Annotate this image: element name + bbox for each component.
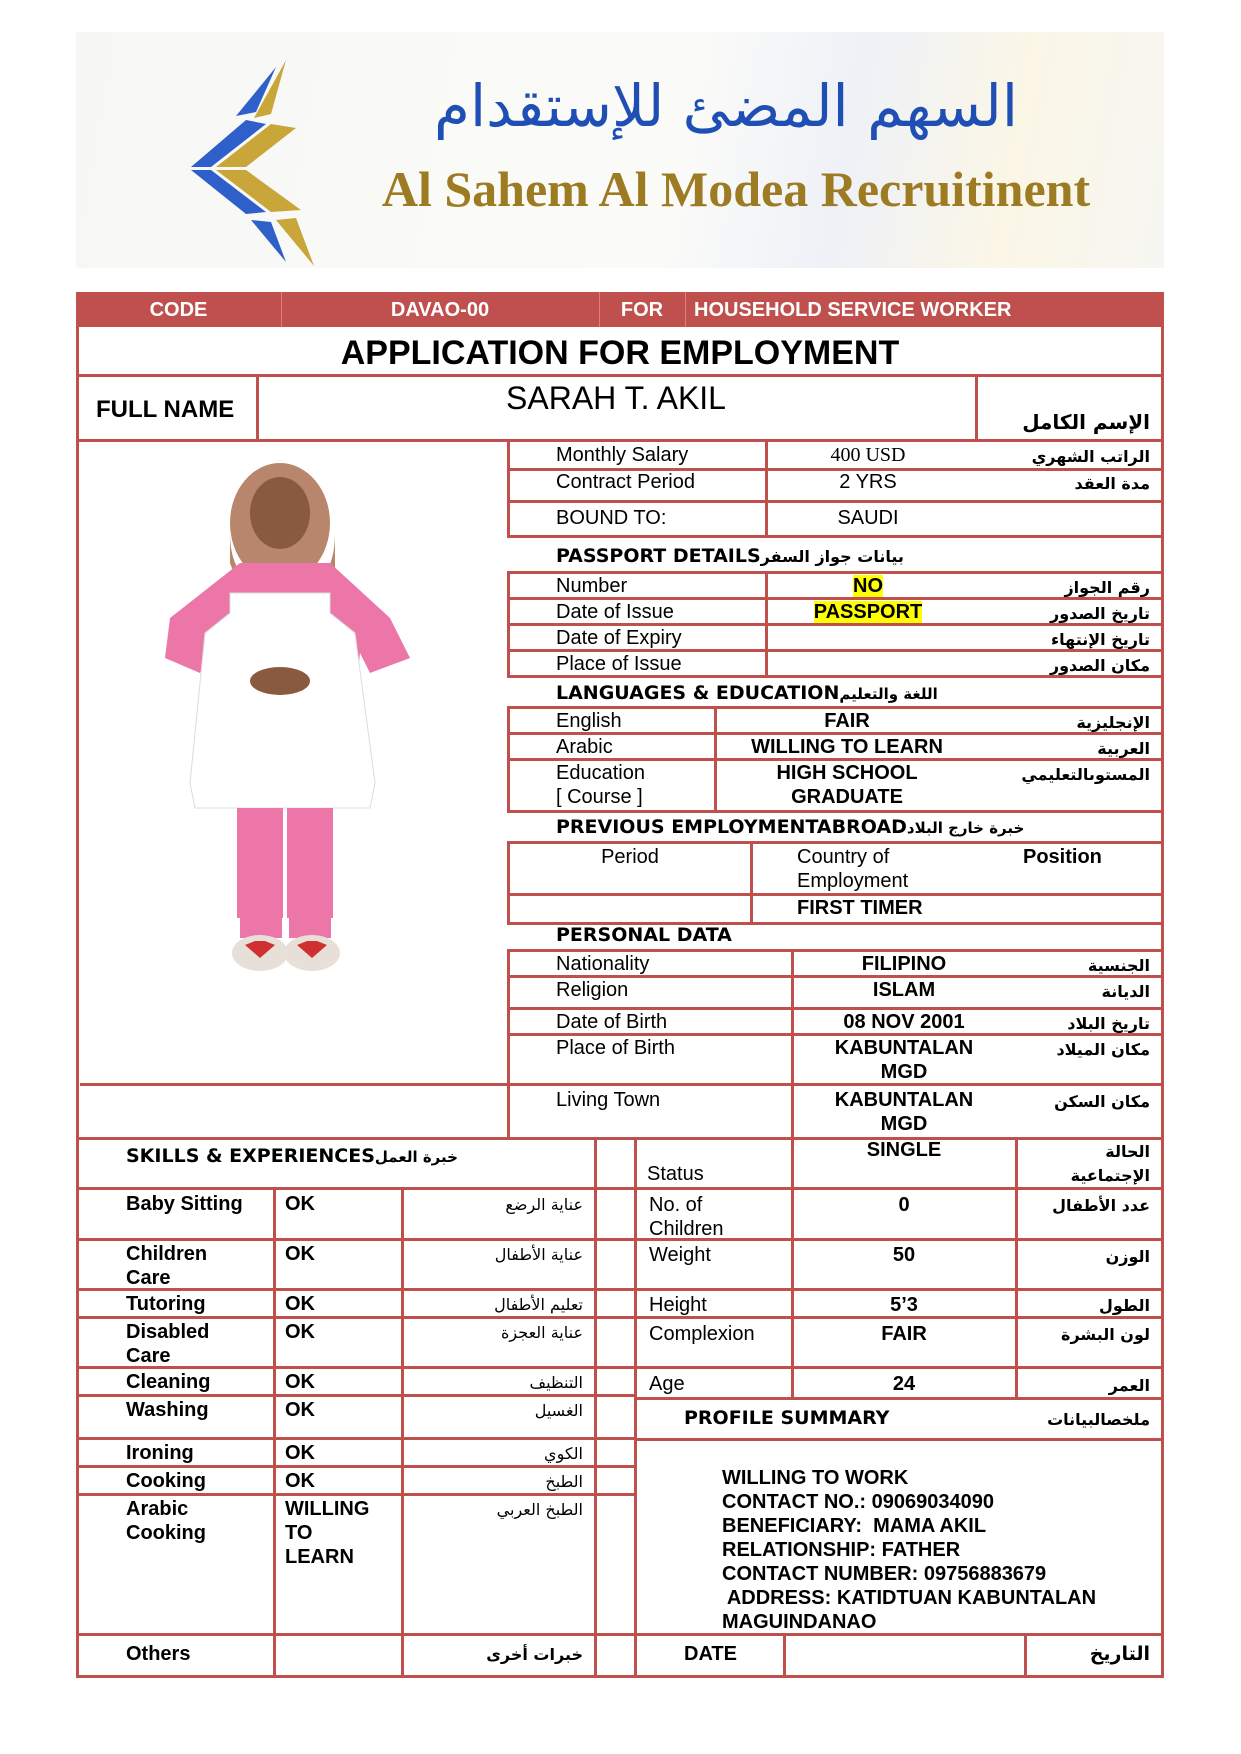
passport-heading-arabic: بيانات جواز السفر — [760, 547, 904, 566]
skill-label: Ironing — [126, 1442, 194, 1464]
profile-summary-heading-arabic: ملخصالبيانات — [1047, 1410, 1150, 1429]
status-value: SINGLE — [866, 1139, 942, 1161]
children-value: 0 — [898, 1194, 910, 1216]
profile-line: ADDRESS: KATIDTUAN KABUNTALAN — [722, 1587, 1097, 1609]
age-value: 24 — [892, 1373, 916, 1395]
skill-arabic-label: عناية العجزة — [501, 1323, 583, 1342]
passport-label: Place of Issue — [556, 653, 682, 675]
for-value: HOUSEHOLD SERVICE WORKER — [694, 299, 1012, 321]
skill-label: Cooking — [126, 1470, 206, 1492]
skill-label: Others — [126, 1643, 191, 1665]
skill-arabic-label: خبرات أخرى — [486, 1645, 583, 1664]
skill-value-line2: TO — [285, 1522, 313, 1544]
logo-banner — [76, 32, 1164, 268]
passport-arabic-label: رقم الجواز — [1064, 578, 1150, 597]
previous-employment-heading — [556, 815, 1024, 840]
personal-arabic-label: مكان الميلاد — [1056, 1040, 1150, 1059]
skill-label: Washing — [126, 1399, 209, 1421]
divider — [634, 1438, 1164, 1441]
for-label: FOR — [620, 299, 664, 321]
profile-line: MAGUINDANAO — [722, 1611, 877, 1633]
skill-value: OK — [285, 1321, 315, 1343]
contract-value: 2 YRS — [839, 471, 897, 493]
personal-label: Living Town — [556, 1089, 661, 1111]
language-arabic-label: العربية — [1097, 739, 1150, 758]
age-label: Age — [649, 1373, 685, 1395]
skill-arabic-label: التنظيف — [529, 1373, 583, 1392]
passport-number-value: NO — [853, 575, 883, 597]
skill-value: WILLING — [285, 1498, 370, 1520]
skill-value: OK — [285, 1193, 315, 1215]
country-column-header: Country of — [797, 846, 890, 868]
skill-arabic-label: الكوي — [544, 1444, 583, 1463]
skills-heading — [126, 1144, 458, 1169]
divider — [273, 1188, 276, 1678]
skill-label: Cleaning — [126, 1371, 211, 1393]
profile-line: CONTACT NO.: 09069034090 — [722, 1491, 994, 1513]
profile-line: RELATIONSHIP: FATHER — [722, 1539, 961, 1561]
divider — [401, 1188, 404, 1678]
profile-line: BENEFICIARY: MAMA AKIL — [722, 1515, 987, 1537]
passport-label: Number — [556, 575, 628, 597]
applicant-photo — [80, 443, 500, 1133]
languages-heading-text: LANGUAGES & EDUCATION — [556, 682, 840, 704]
skill-value: OK — [285, 1442, 315, 1464]
contract-value: 400 USD — [830, 444, 906, 466]
children-arabic-label: عدد الأطفال — [1052, 1196, 1150, 1215]
education-value-line2: GRADUATE — [791, 786, 903, 808]
personal-label: Nationality — [556, 953, 650, 975]
weight-arabic-label: الوزن — [1105, 1247, 1150, 1266]
passport-label: Date of Expiry — [556, 627, 682, 649]
skill-label-line2: Cooking — [126, 1522, 206, 1544]
skill-label: Baby Sitting — [126, 1193, 243, 1215]
skills-heading-arabic: خبرة العمل — [374, 1148, 458, 1166]
contract-arabic-label: الراتب الشهري — [1031, 447, 1150, 466]
logo-arabic-name: السهم المضئ للإستقدام — [434, 72, 1018, 140]
contract-arabic-label: مدة العقد — [1074, 474, 1150, 493]
skill-value: OK — [285, 1243, 315, 1265]
profile-summary-heading: PROFILE SUMMARY — [684, 1407, 890, 1429]
divider — [594, 1137, 597, 1678]
complexion-value: FAIR — [881, 1323, 927, 1345]
skills-heading-text: SKILLS & EXPERIENCES — [126, 1145, 375, 1167]
personal-value: ISLAM — [872, 979, 936, 1001]
children-label: No. of — [649, 1194, 703, 1216]
page-title: APPLICATION FOR EMPLOYMENT — [340, 334, 900, 372]
country-column-header-line2: Employment — [797, 870, 909, 892]
divider — [634, 1288, 1164, 1291]
personal-value: KABUNTALAN — [834, 1037, 974, 1059]
divider — [634, 1366, 1164, 1369]
full-name-value: SARAH T. AKIL — [506, 380, 726, 416]
divider — [507, 500, 1163, 503]
complexion-arabic-label: لون البشرة — [1061, 1325, 1150, 1344]
skill-arabic-label: الطبخ العربي — [496, 1500, 583, 1519]
skill-value: OK — [285, 1293, 315, 1315]
profile-line: CONTACT NUMBER: 09756883679 — [722, 1563, 1047, 1585]
skill-arabic-label: الغسيل — [534, 1401, 583, 1420]
divider — [791, 1137, 794, 1399]
skill-label: Children — [126, 1243, 208, 1265]
passport-value-wrap — [768, 600, 968, 624]
divider — [76, 1238, 636, 1241]
personal-value-line2: MGD — [880, 1061, 928, 1083]
arrow-logo-icon — [136, 32, 356, 268]
languages-heading — [556, 681, 938, 706]
country-value: FIRST TIMER — [797, 897, 923, 919]
personal-label: Date of Birth — [556, 1011, 668, 1033]
personal-arabic-label: الجنسية — [1087, 956, 1150, 975]
divider — [783, 1633, 786, 1678]
skill-label: Disabled — [126, 1321, 210, 1343]
person-photo-icon — [80, 443, 500, 1133]
passport-value-wrap — [768, 574, 968, 598]
full-name-arabic-label: الإسم الكامل — [1022, 410, 1150, 434]
skill-label-line2: Care — [126, 1345, 171, 1367]
personal-label: Religion — [556, 979, 629, 1001]
date-arabic-label: التاريخ — [1089, 1643, 1150, 1665]
weight-label: Weight — [649, 1244, 711, 1266]
language-arabic-label: الإنجليزية — [1076, 713, 1150, 732]
status-label: Status — [647, 1163, 704, 1185]
status-arabic-label: الحالة — [1105, 1142, 1150, 1161]
contract-label: Monthly Salary — [556, 444, 689, 466]
divider — [76, 1187, 636, 1190]
divider — [76, 1437, 636, 1440]
skill-arabic-label: عناية الأطفال — [494, 1245, 583, 1264]
code-value: DAVAO-00 — [390, 299, 490, 321]
divider — [750, 841, 753, 925]
status-arabic-label-line2: الإجتماعية — [1070, 1166, 1150, 1185]
personal-arabic-label: الديانة — [1101, 982, 1150, 1001]
personal-value: KABUNTALAN — [834, 1089, 974, 1111]
language-label: Arabic — [556, 736, 613, 758]
language-value: FAIR — [824, 710, 870, 732]
passport-issue-value: PASSPORT — [813, 601, 923, 623]
education-value: HIGH SCHOOL — [776, 762, 918, 784]
language-value: WILLING TO LEARN — [751, 736, 943, 758]
skill-arabic-label: الطبخ — [545, 1472, 583, 1491]
weight-value: 50 — [892, 1244, 916, 1266]
passport-arabic-label: مكان الصدور — [1049, 656, 1150, 675]
height-arabic-label: الطول — [1099, 1296, 1150, 1315]
profile-summary-lines — [722, 1466, 1162, 1634]
passport-arabic-label: تاريخ الإنتهاء — [1050, 630, 1150, 649]
skill-label-line2: Care — [126, 1267, 171, 1289]
language-label: English — [556, 710, 622, 732]
skill-arabic-label: عناية الرضع — [505, 1195, 583, 1214]
logo-english-name: Al Sahem Al Modea Recruitinent — [381, 161, 1091, 217]
skill-arabic-label: تعليم الأطفال — [494, 1295, 583, 1314]
personal-arabic-label: مكان السكن — [1054, 1092, 1150, 1111]
personal-value: 08 NOV 2001 — [843, 1011, 965, 1033]
divider — [685, 292, 686, 327]
complexion-label: Complexion — [649, 1323, 755, 1345]
personal-data-heading: PERSONAL DATA — [556, 924, 732, 946]
period-column-header: Period — [601, 846, 659, 868]
personal-value: FILIPINO — [861, 953, 947, 975]
contract-label: BOUND TO: — [556, 507, 667, 529]
education-arabic-label: المستوىالتعليمي — [1021, 765, 1150, 784]
position-column-header: Position — [1023, 846, 1102, 868]
previous-employment-heading-text: PREVIOUS EMPLOYMENTABROAD — [556, 816, 907, 838]
divider — [634, 1137, 637, 1678]
passport-heading-text: PASSPORT DETAILS — [556, 545, 761, 567]
education-label: Education — [556, 762, 645, 784]
personal-label: Place of Birth — [556, 1037, 675, 1059]
full-name-label: FULL NAME — [96, 396, 235, 423]
profile-line: WILLING TO WORK — [722, 1467, 909, 1489]
skill-label: Tutoring — [126, 1293, 206, 1315]
skill-value: OK — [285, 1399, 315, 1421]
contract-value: SAUDI — [837, 507, 899, 529]
languages-heading-arabic: اللغة والتعليم — [839, 685, 938, 703]
age-arabic-label: العمر — [1108, 1376, 1150, 1395]
passport-label: Date of Issue — [556, 601, 674, 623]
divider — [76, 374, 1164, 377]
divider — [1024, 1633, 1027, 1678]
previous-employment-heading-arabic: خبرة خارج البلاد — [906, 819, 1025, 837]
header-bar — [76, 292, 1164, 327]
contract-label: Contract Period — [556, 471, 695, 493]
children-label-line2: Children — [649, 1218, 724, 1240]
passport-arabic-label: تاريخ الصدور — [1050, 604, 1150, 623]
personal-value-line2: MGD — [880, 1113, 928, 1135]
skill-label: Arabic — [126, 1498, 189, 1520]
personal-arabic-label: تاريخ البلاد — [1067, 1014, 1150, 1033]
education-label-course: [ Course ] — [556, 786, 643, 808]
date-label: DATE — [684, 1643, 737, 1665]
skill-value: OK — [285, 1470, 315, 1492]
skill-value: OK — [285, 1371, 315, 1393]
skill-value-line3: LEARN — [285, 1546, 354, 1568]
height-value: 5’3 — [890, 1294, 918, 1316]
passport-heading — [556, 544, 904, 569]
height-label: Height — [649, 1294, 707, 1316]
code-label: CODE — [149, 299, 208, 321]
